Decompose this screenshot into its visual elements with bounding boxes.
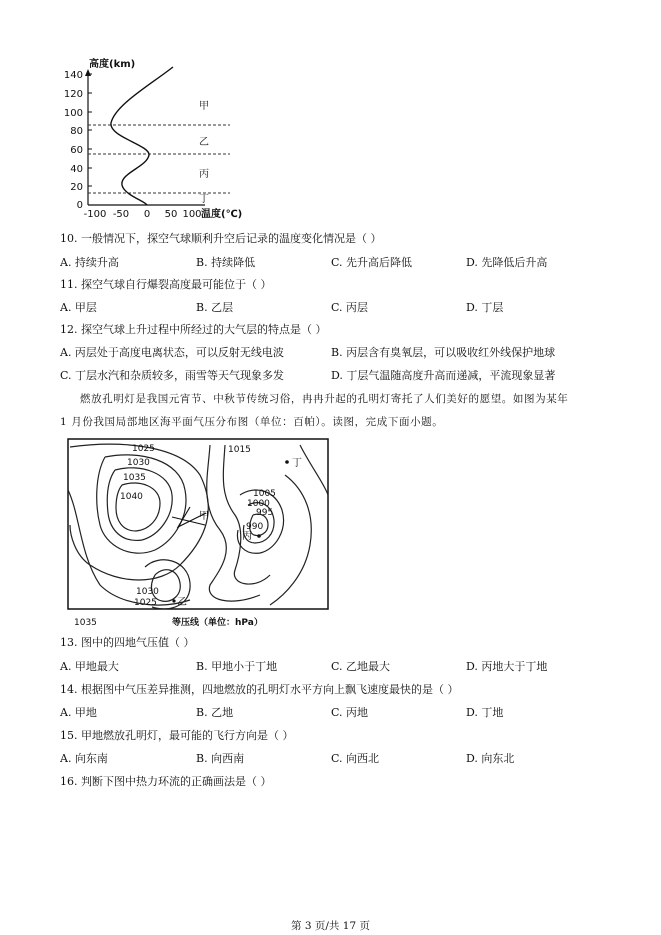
xtick-50: 50 — [164, 209, 178, 220]
xtick-minus100: -100 — [83, 209, 107, 220]
ytick-80: 80 — [70, 126, 83, 137]
isobar-label-1025b: 1025 — [134, 598, 157, 608]
place-ding: 丁 — [292, 458, 302, 469]
q12-option-c[interactable]: C. 丁层水汽和杂质较多，雨雪等天气现象多发 — [60, 369, 285, 382]
question-13-stem: 13. 图中的四地气压值（ ） — [60, 636, 195, 649]
question-16-stem: 16. 判断下图中热力环流的正确画法是（ ） — [60, 775, 272, 788]
question-11-stem: 11. 探空气球自行爆裂高度最可能位于（ ） — [60, 278, 272, 291]
layer-bing: 丙 — [199, 169, 209, 180]
isobar-label-1030b: 1030 — [136, 587, 159, 597]
isobar-label-1005: 1005 — [253, 489, 276, 499]
ytick-20: 20 — [70, 182, 83, 193]
question-14-stem: 14. 根据图中气压差异推测，四地燃放的孔明灯水平方向上飘飞速度最快的是（ ） — [60, 683, 459, 696]
ytick-120: 120 — [63, 89, 83, 100]
xtick-100: 100 — [182, 209, 202, 220]
q15-option-c[interactable]: C. 向西北 — [331, 752, 380, 765]
q10-option-b[interactable]: B. 持续降低 — [196, 256, 256, 269]
isobar-map — [60, 435, 340, 630]
q12-option-a[interactable]: A. 丙层处于高度电离状态，可以反射无线电波 — [60, 346, 284, 359]
passage-line-2: 1 月份我国局部地区海平面气压分布图（单位：百帕）。读图，完成下面小题。 — [60, 416, 444, 428]
q13-option-c[interactable]: C. 乙地最大 — [331, 660, 391, 673]
isobar-label-1025a: 1025 — [132, 444, 155, 454]
y-axis-label: 高度(km) — [89, 59, 136, 70]
page-footer: 第 3 页/共 17 页 — [291, 920, 370, 932]
layer-yi: 乙 — [199, 137, 209, 148]
q11-option-a[interactable]: A. 甲层 — [60, 301, 97, 314]
ytick-100: 100 — [63, 108, 83, 119]
q15-option-a[interactable]: A. 向东南 — [60, 752, 108, 765]
ytick-40: 40 — [70, 164, 83, 175]
q15-option-b[interactable]: B. 向西南 — [196, 752, 245, 765]
q10-option-d[interactable]: D. 先降低后升高 — [466, 256, 548, 269]
place-yi: 乙 — [177, 597, 187, 608]
q11-option-b[interactable]: B. 乙层 — [196, 301, 234, 314]
question-12-stem: 12. 探空气球上升过程中所经过的大气层的特点是（ ） — [60, 323, 327, 336]
question-10-stem: 10. 一般情况下，探空气球顺利升空后记录的温度变化情况是（ ） — [60, 232, 382, 245]
layer-ding: 丁 — [199, 194, 209, 205]
q14-option-b[interactable]: B. 乙地 — [196, 706, 234, 719]
q13-option-a[interactable]: A. 甲地最大 — [60, 660, 119, 673]
q14-option-a[interactable]: A. 甲地 — [60, 706, 97, 719]
q11-option-c[interactable]: C. 丙层 — [331, 301, 369, 314]
map-legend: 等压线（单位：hPa） — [172, 618, 263, 628]
q12-option-b[interactable]: B. 丙层含有臭氧层，可以吸收红外线保护地球 — [331, 346, 556, 359]
ytick-140: 140 — [63, 70, 83, 81]
isobar-label-1030a: 1030 — [127, 458, 150, 468]
ytick-0: 0 — [76, 200, 83, 211]
place-jia: 甲 — [199, 511, 209, 522]
isobar-label-1035b: 1035 — [74, 618, 97, 628]
isobar-label-1035a: 1035 — [123, 473, 146, 483]
q10-option-c[interactable]: C. 先升高后降低 — [331, 256, 413, 269]
q15-option-d[interactable]: D. 向东北 — [466, 752, 515, 765]
isobar-label-990: 990 — [246, 522, 264, 532]
xtick-minus50: -50 — [112, 209, 130, 220]
x-axis-label: 温度(℃) — [201, 209, 243, 220]
place-bing: 丙 — [242, 531, 252, 542]
temperature-curve — [111, 67, 173, 205]
layer-jia: 甲 — [199, 101, 209, 112]
q13-option-b[interactable]: B. 甲地小于丁地 — [196, 660, 278, 673]
q10-option-a[interactable]: A. 持续升高 — [60, 256, 119, 269]
q13-option-d[interactable]: D. 丙地大于丁地 — [466, 660, 548, 673]
q14-option-c[interactable]: C. 丙地 — [331, 706, 369, 719]
isobar-label-1000: 1000 — [247, 499, 270, 509]
q12-option-d[interactable]: D. 丁层气温随高度升高而递减，平流现象显著 — [331, 369, 556, 382]
ytick-60: 60 — [70, 145, 83, 156]
q14-option-d[interactable]: D. 丁地 — [466, 706, 504, 719]
isobar-label-1015: 1015 — [228, 445, 251, 455]
q11-option-d[interactable]: D. 丁层 — [466, 301, 504, 314]
temperature-altitude-chart — [55, 55, 255, 225]
isobar-label-995: 995 — [256, 508, 274, 518]
isobar-label-1040: 1040 — [120, 492, 143, 502]
question-15-stem: 15. 甲地燃放孔明灯，最可能的飞行方向是（ ） — [60, 729, 294, 742]
xtick-0: 0 — [143, 209, 151, 220]
passage-line-1: 燃放孔明灯是我国元宵节、中秋节传统习俗，冉冉升起的孔明灯寄托了人们美好的愿望。如图为某年 — [80, 393, 569, 405]
